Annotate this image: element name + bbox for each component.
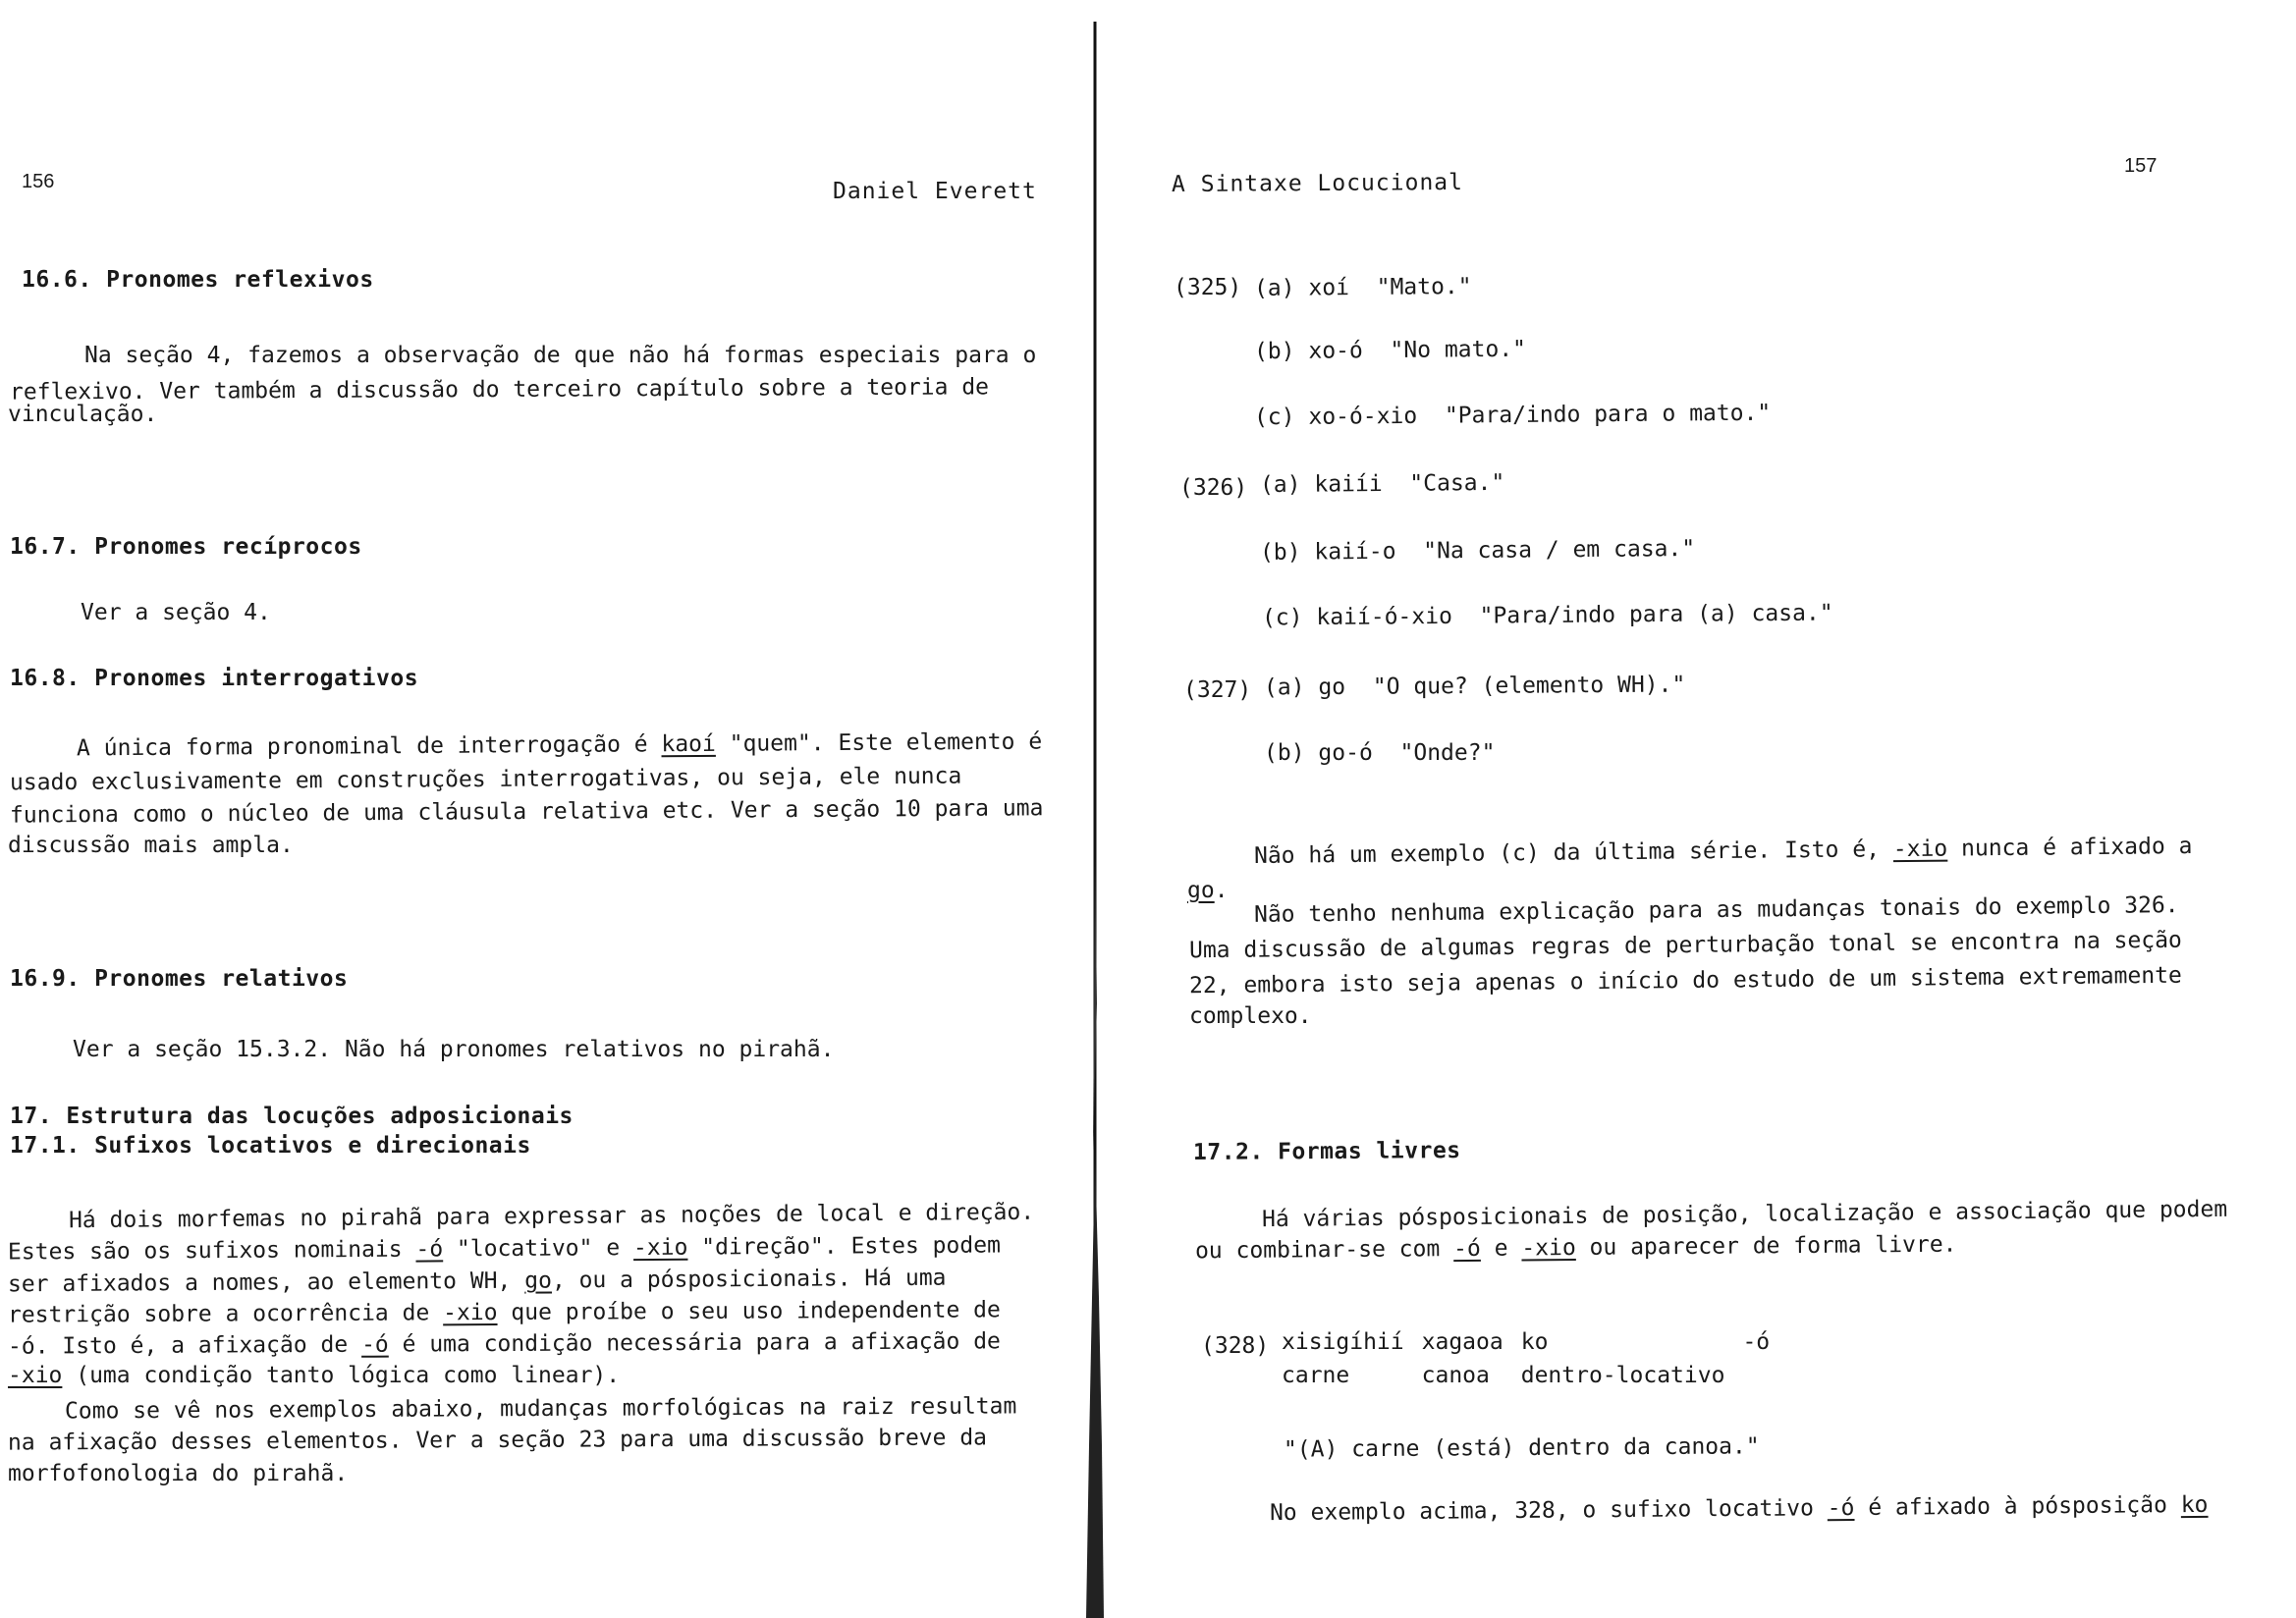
paragraph-line: 22, embora isto seja apenas o início do estudo de um sistema extremamente: [1188, 962, 2182, 999]
paragraph-line: reflexivo. Ver também a discussão do terceiro capítulo sobre a teoria de: [9, 374, 990, 405]
paragraph-line: Na seção 4, fazemos a observação de que não há formas especiais para o: [84, 343, 1037, 368]
paragraph-line: usado exclusivamente em construções interrogativas, ou seja, ele nunca: [9, 763, 962, 796]
interlinear-gloss: xisigíhií xagaoa ko -ó carne canoa dentro-locativo: [1282, 1329, 1771, 1388]
paragraph-line: Estes são os sufixos nominais -ó "locativo" e -xio "direção". Estes podem: [7, 1232, 1001, 1266]
example-row: (c) kaií-ó-xio "Para/indo para (a) casa.": [1261, 600, 1833, 631]
paragraph-line: discussão mais ampla.: [8, 833, 294, 858]
section-heading: 17.1. Sufixos locativos e direcionais: [10, 1133, 531, 1159]
right-page: [1105, 0, 2296, 1618]
paragraph-line: ou combinar-se com -ó e -xio ou aparecer de forma livre.: [1194, 1231, 1957, 1265]
paragraph-line: na afixação desses elementos. Ver a seção 23 para uma discussão breve da: [7, 1425, 988, 1456]
running-head: Daniel Everett: [833, 179, 1037, 204]
paragraph-line: morfofonologia do pirahã.: [8, 1461, 349, 1486]
example-row: (b) go-ó "Onde?": [1264, 740, 1496, 766]
section-heading: 16.7. Pronomes recíprocos: [10, 534, 362, 560]
example-translation: "(A) carne (está) dentro da canoa.": [1283, 1433, 1760, 1463]
example-number: (327): [1183, 677, 1252, 703]
paragraph-line: -xio (uma condição tanto lógica como linear).: [8, 1363, 621, 1388]
paragraph-line: -ó. Isto é, a afixação de -ó é uma condição necessária para a afixação de: [7, 1328, 1001, 1360]
example-row: (c) xo-ó-xio "Para/indo para o mato.": [1253, 400, 1772, 431]
book-spine: [1084, 22, 1106, 1618]
paragraph-line: A única forma pronominal de interrogação é kaoí "quem". Este elemento é: [76, 728, 1043, 762]
section-heading: 17.2. Formas livres: [1192, 1138, 1461, 1165]
left-page: [0, 0, 1085, 1618]
example-row: (b) kaií-o "Na casa / em casa.": [1259, 536, 1696, 566]
paragraph-line: ser afixados a nomes, ao elemento WH, go, ou a pósposicionais. Há uma: [7, 1265, 947, 1298]
paragraph-line: Ver a seção 15.3.2. Não há pronomes relativos no pirahã.: [73, 1037, 835, 1062]
example-number: (325): [1174, 275, 1242, 300]
paragraph-line: Há várias pósposicionais de posição, localização e associação que podem: [1261, 1196, 2228, 1233]
paragraph-line: go.: [1187, 878, 1229, 903]
paragraph-line: Não há um exemplo (c) da última série. Isto é, -xio nunca é afixado a: [1253, 833, 2193, 870]
example-row: (a) xoí "Mato.": [1253, 274, 1472, 301]
paragraph-line: No exemplo acima, 328, o sufixo locativo -ó é afixado à pósposição ko: [1269, 1491, 2209, 1527]
paragraph-line: complexo.: [1189, 1003, 1312, 1029]
term-kaoi: kaoí: [661, 730, 716, 758]
example-row: (a) kaiíi "Casa.": [1259, 469, 1505, 499]
section-heading: 16.8. Pronomes interrogativos: [10, 666, 419, 691]
paragraph-line: Há dois morfemas no pirahã para expressar as noções de local e direção.: [68, 1199, 1035, 1234]
example-row: (a) go "O que? (elemento WH).": [1263, 672, 1686, 701]
paragraph-line: vinculação.: [8, 402, 158, 427]
paragraph-line: Como se vê nos exemplos abaixo, mudanças morfológicas na raiz resultam: [64, 1393, 1017, 1425]
paragraph-line: Uma discussão de algumas regras de perturbação tonal se encontra na seção: [1188, 927, 2182, 964]
chapter-heading: 17. Estrutura das locuções adposicionais: [10, 1104, 574, 1129]
paragraph-line: funciona como o núcleo de uma cláusula relativa etc. Ver a seção 10 para uma: [9, 795, 1044, 829]
page-number: 157: [2124, 155, 2158, 177]
page-number: 156: [22, 171, 55, 192]
example-number: (326): [1179, 475, 1248, 501]
example-number: (328): [1201, 1333, 1270, 1359]
paragraph-line: restrição sobre a ocorrência de -xio que proíbe o seu uso independente de: [7, 1297, 1001, 1328]
paragraph-line: Não tenho nenhuma explicação para as mudanças tonais do exemplo 326.: [1253, 892, 2179, 928]
section-heading: 16.9. Pronomes relativos: [10, 966, 349, 992]
paragraph-line: Ver a seção 4.: [81, 600, 271, 625]
running-head: A Sintaxe Locucional: [1171, 169, 1464, 198]
section-heading: 16.6. Pronomes reflexivos: [22, 267, 374, 293]
example-row: (b) xo-ó "No mato.": [1253, 336, 1527, 365]
